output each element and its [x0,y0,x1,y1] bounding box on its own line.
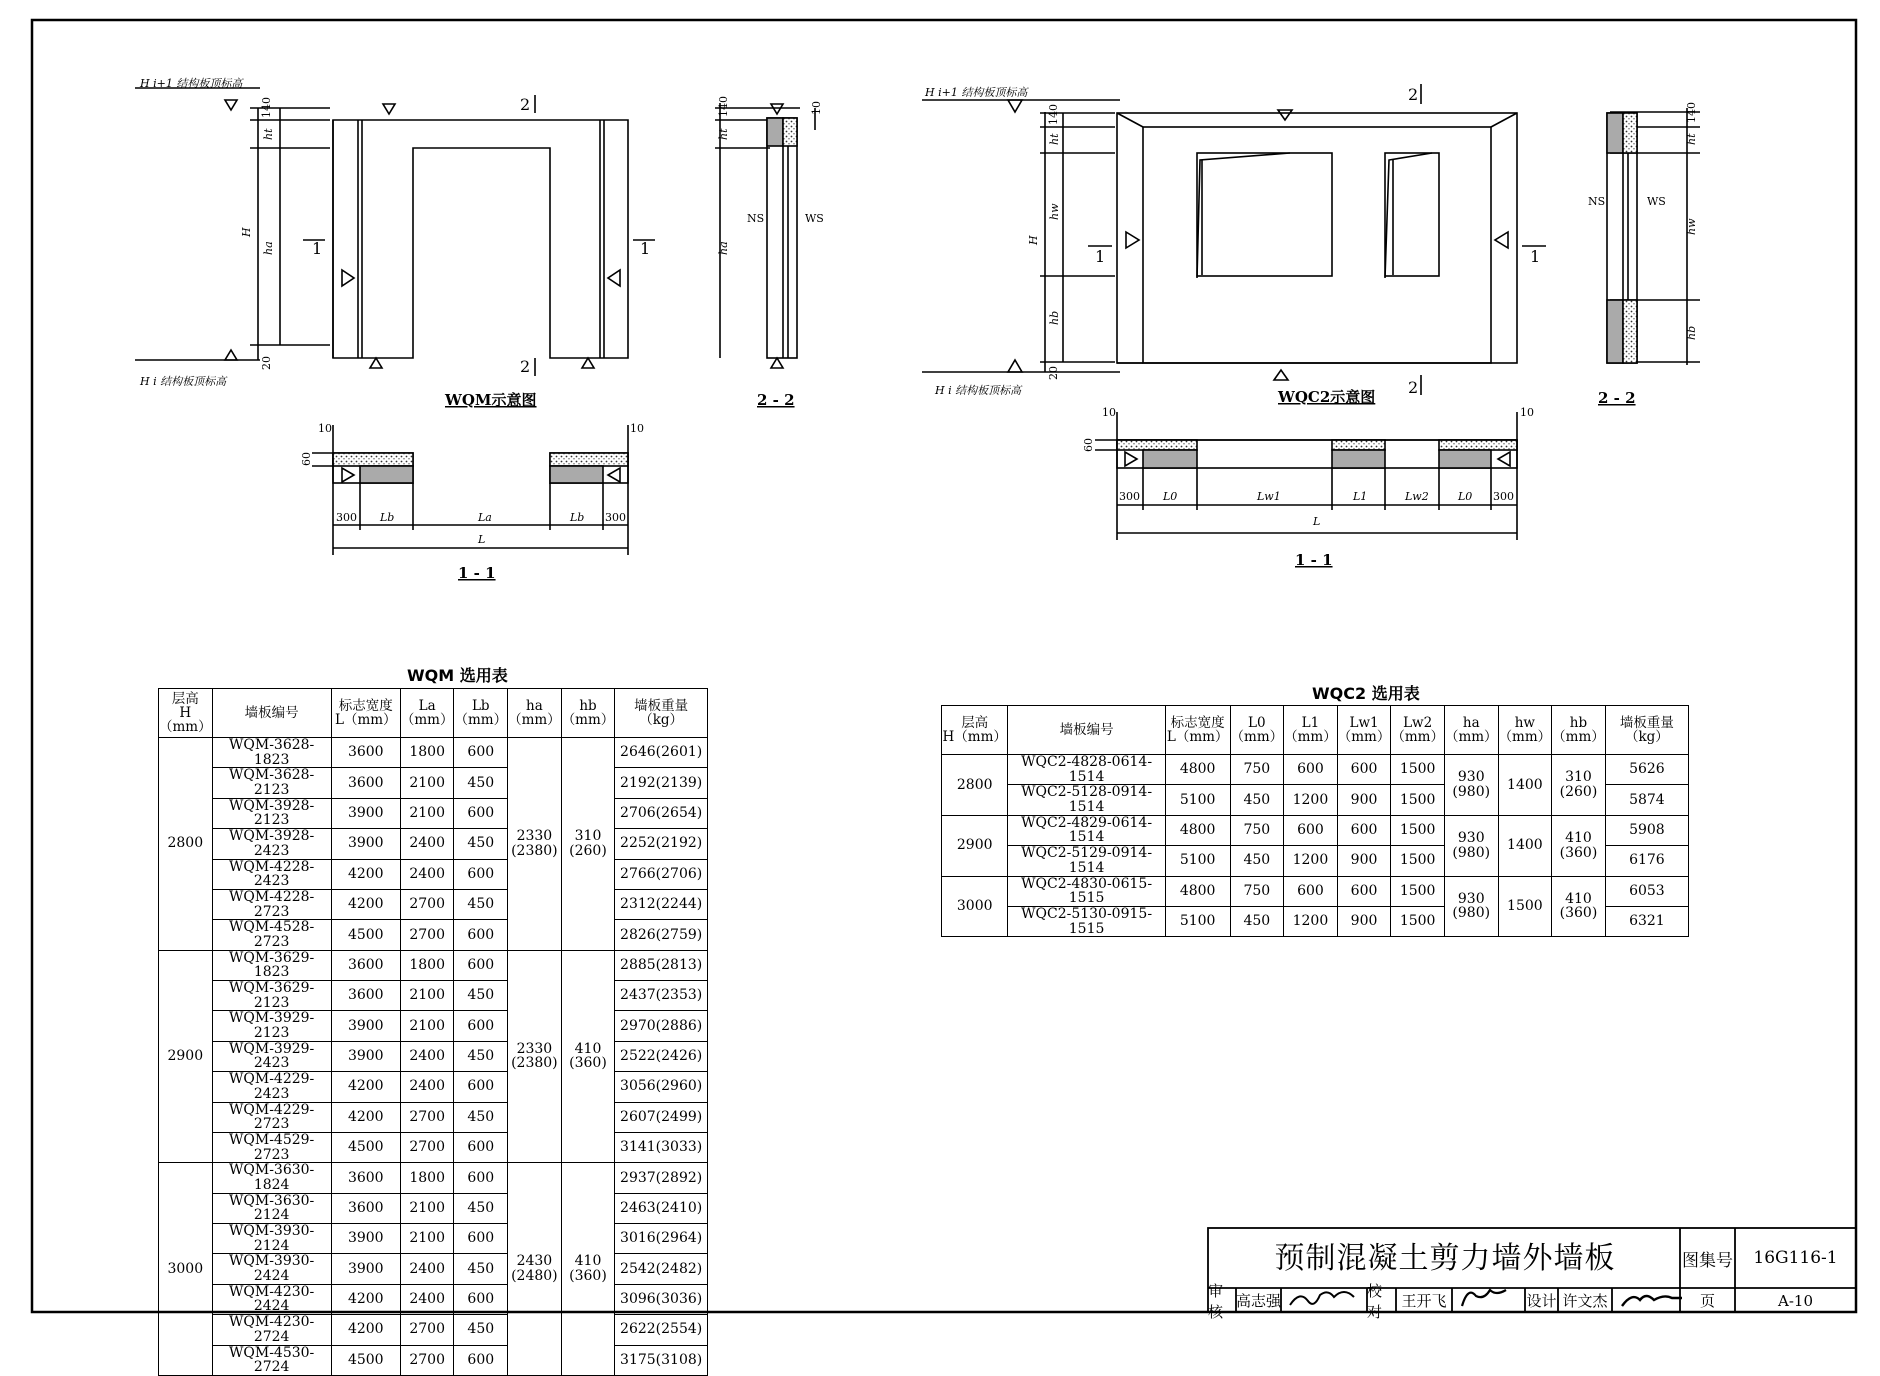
lb-cell: 600 [454,1132,508,1162]
wqc2-caption: WQC2示意图 [1278,388,1376,406]
width-cell: 3600 [331,981,400,1011]
page-number: A-10 [1778,1291,1813,1310]
width-cell: 4200 [331,1102,400,1132]
wqc2-header-cell: 墙板编号 [1008,706,1165,755]
la-cell: 2100 [400,768,454,798]
wqm11-dim-lb-right: Lb [570,511,585,524]
wqc2-11-dim-L: L [1313,515,1321,528]
panel-code-cell: WQC2-4828-0614-1514 [1008,755,1165,785]
panel-code-cell: WQC2-4829-0614-1514 [1008,815,1165,845]
weight-cell: 5626 [1605,755,1688,785]
la-cell: 2700 [400,1132,454,1162]
wqc2-elevation-labels [924,85,1540,406]
panel-code-cell: WQM-4228-2723 [212,889,331,919]
lw2-cell: 1500 [1391,785,1445,815]
wqc2-11-dim-l0-right: L0 [1458,490,1473,503]
width-cell: 3600 [331,1163,400,1193]
wqm11-dim-300-left: 300 [336,511,357,524]
hb-cell: 410 (360) [561,1163,615,1376]
check-label: 校对 [1367,1281,1383,1321]
l1-cell: 1200 [1284,906,1338,936]
table-row [159,1041,708,1071]
wqm11-dim-300-right: 300 [605,511,626,524]
wqc2-11-dim-300-left: 300 [1119,490,1140,503]
wqm22-dim-ha: ha [717,241,730,255]
wqc2-header-cell: ha （mm） [1444,706,1498,755]
lb-cell: 600 [454,950,508,980]
width-cell: 3900 [331,829,400,859]
table-row [159,1315,708,1345]
lw1-cell: 600 [1337,755,1391,785]
width-cell: 3600 [331,738,400,768]
width-cell: 4800 [1165,876,1230,906]
design-label: 设计 [1526,1292,1557,1310]
table-row [159,920,708,950]
wqc2-22-dim-ht: ht [1685,133,1698,145]
l0-cell: 450 [1230,846,1284,876]
hb-cell: 410 (360) [561,950,615,1163]
table-row [159,1102,708,1132]
wqm11-dim-la: La [478,511,492,524]
wqm-dim-ha: ha [262,241,275,255]
panel-code-cell: WQC2-5130-0915-1515 [1008,906,1165,936]
weight-cell: 2885(2813) [615,950,708,980]
wqc2-22-ns: NS [1588,195,1606,208]
wqc2-11-dim-300-right: 300 [1493,490,1514,503]
lb-cell: 600 [454,1345,508,1375]
wqm-header-cell: 层高 H（mm） [159,689,213,738]
reviewer-signature [1290,1292,1354,1305]
wqc2-sec2-bottom: 2 [1408,378,1419,397]
wqc2-header-cell: 层高 H（mm） [942,706,1008,755]
weight-cell: 2522(2426) [615,1041,708,1071]
table-row [159,1224,708,1254]
la-cell: 2400 [400,1284,454,1314]
la-cell: 2700 [400,1345,454,1375]
width-cell: 3600 [331,1193,400,1223]
floor-height-cell: 2900 [942,815,1008,876]
wqc2-header-cell: L1 （mm） [1284,706,1338,755]
hw-cell: 1400 [1498,755,1552,816]
ha-cell: 2330 (2380) [508,738,562,951]
wqc2-sec2-top: 2 [1408,85,1419,104]
width-cell: 4200 [331,859,400,889]
weight-cell: 2970(2886) [615,1011,708,1041]
atlas-number: 16G116-1 [1753,1248,1838,1268]
page-label: 页 [1699,1292,1715,1310]
wqm11-dim-lb-left: Lb [380,511,395,524]
l1-cell: 1200 [1284,785,1338,815]
lb-cell: 450 [454,1102,508,1132]
lb-cell: 600 [454,1072,508,1102]
lw1-cell: 900 [1337,785,1391,815]
wqc2-22-dim-hb: hb [1685,325,1698,340]
atlas-label: 图集号 [1682,1250,1733,1271]
panel-code-cell: WQM-3630-2124 [212,1193,331,1223]
lb-cell: 600 [454,1284,508,1314]
panel-code-cell: WQM-4229-2423 [212,1072,331,1102]
lb-cell: 600 [454,1011,508,1041]
weight-cell: 6176 [1605,846,1688,876]
wqc2-11-caption: 1 - 1 [1295,551,1333,569]
la-cell: 2100 [400,1011,454,1041]
width-cell: 4200 [331,1315,400,1345]
weight-cell: 2937(2892) [615,1163,708,1193]
wqc2-dim-20: 20 [1047,366,1060,380]
ha-cell: 2330 (2380) [508,950,562,1163]
l0-cell: 450 [1230,906,1284,936]
table-row [159,889,708,919]
wqm-header-cell: La （mm） [400,689,454,738]
wqc2-dim-140: 140 [1047,104,1060,125]
panel-code-cell: WQM-4230-2724 [212,1315,331,1345]
lb-cell: 450 [454,1193,508,1223]
lb-cell: 450 [454,1254,508,1284]
wqm11-dim-10-left: 10 [318,422,332,435]
wqc2-section-11-labels [1082,406,1534,569]
designer-name: 许文杰 [1562,1292,1608,1310]
l0-cell: 750 [1230,876,1284,906]
wqm22-dim-10: 10 [810,101,823,115]
hw-cell: 1400 [1498,815,1552,876]
table-row [159,1163,708,1193]
l1-cell: 600 [1284,876,1338,906]
table-row [942,815,1689,845]
panel-code-cell: WQC2-5128-0914-1514 [1008,785,1165,815]
l0-cell: 450 [1230,785,1284,815]
lw2-cell: 1500 [1391,876,1445,906]
wqc2-level-bottom: H i 结构板顶标高 [935,384,1022,397]
wqm-section-22 [715,103,815,368]
wqc2-elevation [922,84,1546,395]
lb-cell: 600 [454,859,508,889]
panel-code-cell: WQM-3930-2124 [212,1224,331,1254]
ha-cell: 2430 (2480) [508,1163,562,1376]
panel-code-cell: WQM-3928-2423 [212,829,331,859]
wqm-sec2-bottom: 2 [520,357,531,376]
wqc2-header-cell: hb （mm） [1552,706,1606,755]
lw1-cell: 900 [1337,906,1391,936]
wqc2-header-cell: 墙板重量 （kg） [1605,706,1688,755]
width-cell: 5100 [1165,906,1230,936]
width-cell: 5100 [1165,785,1230,815]
weight-cell: 2607(2499) [615,1102,708,1132]
la-cell: 2400 [400,1072,454,1102]
lb-cell: 450 [454,1315,508,1345]
width-cell: 4800 [1165,815,1230,845]
hb-cell: 310 (260) [1552,755,1606,816]
table-row [942,755,1689,785]
wqm11-dim-10-right: 10 [630,422,644,435]
la-cell: 2100 [400,1224,454,1254]
wqm22-ns: NS [747,212,765,225]
wqm-sec1-right: 1 [640,239,651,258]
weight-cell: 2706(2654) [615,798,708,828]
width-cell: 4200 [331,1284,400,1314]
table-row [159,859,708,889]
lb-cell: 450 [454,768,508,798]
la-cell: 2400 [400,859,454,889]
la-cell: 1800 [400,738,454,768]
wqm-table-caption: WQM 选用表 [407,666,508,685]
lb-cell: 600 [454,920,508,950]
width-cell: 3900 [331,1041,400,1071]
wqm-section-11 [312,425,628,555]
la-cell: 2100 [400,798,454,828]
wqm-dim-H: H [240,227,253,237]
lw2-cell: 1500 [1391,846,1445,876]
weight-cell: 2463(2410) [615,1193,708,1223]
wqm-header-cell: ha （mm） [508,689,562,738]
wqc2-dim-hb: hb [1048,310,1061,325]
hw-cell: 1500 [1498,876,1552,937]
table-row [159,1193,708,1223]
lw2-cell: 1500 [1391,815,1445,845]
wqm11-dim-60: 60 [300,452,313,466]
panel-code-cell: WQM-3630-1824 [212,1163,331,1193]
checker-signature [1462,1290,1506,1306]
lb-cell: 450 [454,981,508,1011]
table-row [159,1284,708,1314]
la-cell: 2700 [400,1102,454,1132]
weight-cell: 5874 [1605,785,1688,815]
checker-name: 王开飞 [1401,1292,1447,1310]
la-cell: 1800 [400,950,454,980]
wqm-level-top: H i+1 结构板顶标高 [140,77,243,90]
wqc2-level-top: H i+1 结构板顶标高 [925,86,1028,99]
panel-code-cell: WQM-3629-1823 [212,950,331,980]
wqm-header-cell: 墙板重量 （kg） [615,689,708,738]
width-cell: 4800 [1165,755,1230,785]
wqm22-dim-140: 140 [717,96,730,117]
lb-cell: 450 [454,889,508,919]
wqc2-22-dim-hw: hw [1685,218,1698,235]
la-cell: 2400 [400,829,454,859]
wqc2-11-dim-l1: L1 [1353,490,1368,503]
la-cell: 1800 [400,1163,454,1193]
width-cell: 4500 [331,1132,400,1162]
designer-signature [1622,1296,1682,1306]
panel-code-cell: WQM-3628-2123 [212,768,331,798]
wqc2-selection-table [941,705,1689,937]
wqc2-sec1-right: 1 [1530,247,1541,266]
l1-cell: 1200 [1284,846,1338,876]
table-row [159,1345,708,1375]
weight-cell: 3141(3033) [615,1132,708,1162]
wqm11-caption: 1 - 1 [458,564,496,582]
panel-code-cell: WQC2-5129-0914-1514 [1008,846,1165,876]
floor-height-cell: 3000 [159,1163,213,1376]
review-label: 审核 [1208,1281,1224,1321]
weight-cell: 6321 [1605,906,1688,936]
panel-code-cell: WQM-3628-1823 [212,738,331,768]
wqm22-caption: 2 - 2 [757,391,795,409]
wqc2-dim-ht: ht [1048,133,1061,145]
wqm-header-cell: hb （mm） [561,689,615,738]
wqm-header-cell: Lb （mm） [454,689,508,738]
weight-cell: 2437(2353) [615,981,708,1011]
wqc2-table-caption: WQC2 选用表 [1312,684,1420,703]
table-row [942,876,1689,906]
panel-code-cell: WQM-4528-2723 [212,920,331,950]
lw2-cell: 1500 [1391,755,1445,785]
weight-cell: 3096(3036) [615,1284,708,1314]
weight-cell: 2542(2482) [615,1254,708,1284]
lw1-cell: 600 [1337,815,1391,845]
floor-height-cell: 2900 [159,950,213,1163]
table-row [159,950,708,980]
ha-cell: 930 (980) [1444,815,1498,876]
wqm-level-bottom: H i 结构板顶标高 [140,375,227,388]
l0-cell: 750 [1230,755,1284,785]
weight-cell: 2252(2192) [615,829,708,859]
wqc2-dim-H: H [1027,235,1040,245]
wqm-header-cell: 墙板编号 [212,689,331,738]
width-cell: 5100 [1165,846,1230,876]
ha-cell: 930 (980) [1444,755,1498,816]
table-row [159,829,708,859]
wqm-elevation [135,88,655,376]
drawing-title: 预制混凝土剪力墙外墙板 [1274,1241,1616,1276]
width-cell: 3900 [331,1224,400,1254]
weight-cell: 2192(2139) [615,768,708,798]
lb-cell: 600 [454,738,508,768]
weight-cell: 3056(2960) [615,1072,708,1102]
weight-cell: 3175(3108) [615,1345,708,1375]
weight-cell: 2646(2601) [615,738,708,768]
lb-cell: 450 [454,829,508,859]
wqc2-header-cell: hw （mm） [1498,706,1552,755]
panel-code-cell: WQM-3929-2423 [212,1041,331,1071]
panel-code-cell: WQM-4230-2424 [212,1284,331,1314]
wqm-selection-table [158,688,708,1376]
wqc2-22-dim-140: 140 [1685,102,1698,123]
reviewer-name: 高志强 [1236,1292,1282,1310]
table-row [159,738,708,768]
table-row [159,768,708,798]
la-cell: 2700 [400,889,454,919]
wqm22-dim-ht: ht [717,128,730,140]
table-row [159,1254,708,1284]
lw2-cell: 1500 [1391,906,1445,936]
lw1-cell: 600 [1337,876,1391,906]
wqm-sec1-left: 1 [312,239,323,258]
wqc2-11-dim-10-right: 10 [1520,406,1534,419]
wqc2-11-dim-10-left: 10 [1102,406,1116,419]
table-row [159,981,708,1011]
lb-cell: 600 [454,1163,508,1193]
weight-cell: 3016(2964) [615,1224,708,1254]
la-cell: 2100 [400,1193,454,1223]
hb-cell: 310 (260) [561,738,615,951]
lw1-cell: 900 [1337,846,1391,876]
panel-code-cell: WQC2-4830-0615-1515 [1008,876,1165,906]
wqc2-22-caption: 2 - 2 [1598,389,1636,407]
lb-cell: 600 [454,1224,508,1254]
weight-cell: 6053 [1605,876,1688,906]
width-cell: 3900 [331,798,400,828]
width-cell: 4500 [331,1345,400,1375]
weight-cell: 2766(2706) [615,859,708,889]
wqc2-11-dim-60: 60 [1082,438,1095,452]
panel-code-cell: WQM-3928-2123 [212,798,331,828]
floor-height-cell: 2800 [159,738,213,951]
wqm-dim-20: 20 [260,356,273,370]
wqm-dim-140: 140 [260,97,273,118]
la-cell: 2400 [400,1254,454,1284]
width-cell: 4200 [331,889,400,919]
wqc2-dim-hw: hw [1048,203,1061,220]
width-cell: 3600 [331,950,400,980]
weight-cell: 2826(2759) [615,920,708,950]
wqc2-header-cell: 标志宽度 L（mm） [1165,706,1230,755]
wqc2-11-dim-l0-left: L0 [1163,490,1178,503]
wqm11-dim-L: L [478,533,486,546]
weight-cell: 2622(2554) [615,1315,708,1345]
wqc2-11-dim-lw2: Lw2 [1405,490,1429,503]
width-cell: 3900 [331,1254,400,1284]
panel-code-cell: WQM-3929-2123 [212,1011,331,1041]
wqc2-header-cell: Lw2 （mm） [1391,706,1445,755]
table-row [159,1072,708,1102]
floor-height-cell: 2800 [942,755,1008,816]
wqm-dim-ht: ht [262,128,275,140]
hb-cell: 410 (360) [1552,876,1606,937]
lb-cell: 450 [454,1041,508,1071]
la-cell: 2700 [400,1315,454,1345]
wqc2-header-cell: Lw1 （mm） [1337,706,1391,755]
l0-cell: 750 [1230,815,1284,845]
wqm-caption: WQM示意图 [445,391,537,409]
floor-height-cell: 3000 [942,876,1008,937]
la-cell: 2700 [400,920,454,950]
panel-code-cell: WQM-4530-2724 [212,1345,331,1375]
panel-code-cell: WQM-3930-2424 [212,1254,331,1284]
width-cell: 4200 [331,1072,400,1102]
wqc2-11-dim-lw1: Lw1 [1257,490,1281,503]
la-cell: 2100 [400,981,454,1011]
ha-cell: 930 (980) [1444,876,1498,937]
width-cell: 3600 [331,768,400,798]
wqc2-header-cell: L0 （mm） [1230,706,1284,755]
panel-code-cell: WQM-4529-2723 [212,1132,331,1162]
width-cell: 4500 [331,920,400,950]
wqm-sec2-top: 2 [520,95,531,114]
panel-code-cell: WQM-3629-2123 [212,981,331,1011]
hb-cell: 410 (360) [1552,815,1606,876]
width-cell: 3900 [331,1011,400,1041]
wqc2-sec1-left: 1 [1095,247,1106,266]
lb-cell: 600 [454,798,508,828]
weight-cell: 5908 [1605,815,1688,845]
weight-cell: 2312(2244) [615,889,708,919]
table-row [159,798,708,828]
panel-code-cell: WQM-4228-2423 [212,859,331,889]
l1-cell: 600 [1284,815,1338,845]
l1-cell: 600 [1284,755,1338,785]
wqm-section-11-labels [300,422,644,582]
panel-code-cell: WQM-4229-2723 [212,1102,331,1132]
wqm-header-cell: 标志宽度 L（mm） [331,689,400,738]
wqm22-ws: WS [805,212,824,225]
table-row [159,1011,708,1041]
wqc2-22-ws: WS [1647,195,1666,208]
table-row [159,1132,708,1162]
la-cell: 2400 [400,1041,454,1071]
wqc2-section-11 [1095,412,1517,540]
